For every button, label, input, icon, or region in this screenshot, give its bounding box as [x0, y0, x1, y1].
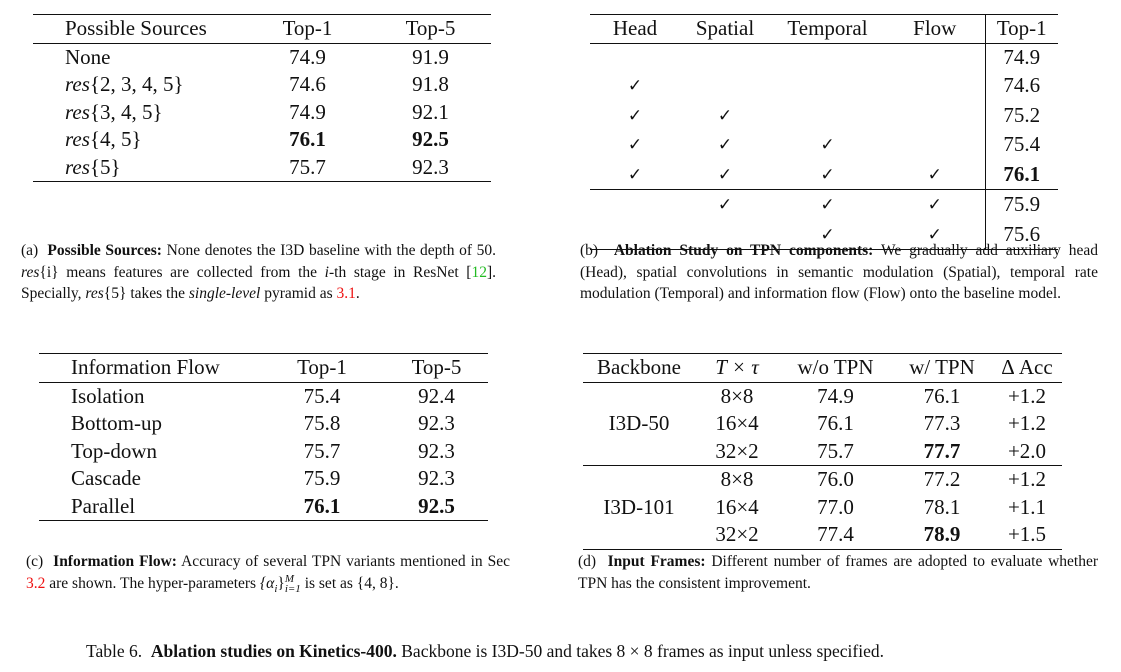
head-check-cell: [590, 101, 680, 131]
table-b-header-head: Head: [612, 16, 658, 40]
with-tpn-cell: 78.9: [923, 522, 961, 546]
caption-c-text: Accuracy of several TPN variants mentioned in Sec: [181, 553, 510, 570]
caption-a: [21, 240, 496, 305]
temporal-check-cell: [770, 43, 885, 71]
checkmark-icon: ✓: [717, 195, 733, 215]
caption-c-math: [259, 572, 301, 595]
res-args: {4, 5}: [89, 127, 142, 151]
temporal-check-cell: [770, 101, 885, 131]
caption-b-text: We gradually add auxiliary head (Head), spatial convolutions in semantic modulation (Spatial), temporal rate modulation (Temporal) and information flow (Flow) onto the baseline model.: [580, 242, 1098, 302]
top5-cell: 92.3: [418, 411, 455, 435]
table-row: [33, 154, 491, 182]
table-b-header-top1: Top-1: [985, 15, 1058, 44]
caption-b-label: (b): [580, 242, 599, 259]
citation-link[interactable]: 12: [471, 263, 487, 281]
spatial-check-cell: [680, 101, 770, 131]
checkmark-icon: ✓: [820, 135, 835, 155]
top5-cell: 92.3: [418, 466, 455, 490]
spatial-check-cell: [680, 130, 770, 160]
top1-cell: 75.4: [303, 383, 341, 408]
checkmark-icon: ✓: [820, 164, 835, 185]
table-c-header-top5: Top-5: [411, 355, 462, 379]
caption-a-text: takes the: [130, 285, 185, 302]
checkmark-icon: ✓: [927, 224, 942, 245]
caption-d-text: Different number of frames are adopted to evaluate whether TPN has the consistent improvement.: [578, 553, 1099, 592]
top1-cell: 74.6: [289, 72, 326, 96]
with-tpn-cell: 78.1: [923, 494, 961, 519]
checkmark-icon: ✓: [627, 76, 643, 96]
top5-cell: 92.3: [418, 438, 455, 463]
top5-cell: 92.3: [412, 154, 449, 179]
frames-cell: 16×4: [715, 411, 759, 435]
temporal-check-cell: [770, 130, 885, 160]
caption-a-text: .: [355, 285, 360, 302]
res-prefix: res: [65, 72, 90, 96]
table-d-header-frames: T × τ: [715, 355, 759, 379]
caption-a-text: -th stage in ResNet [: [328, 263, 472, 281]
table-b-header-temporal: Temporal: [787, 16, 868, 40]
table-row: [39, 382, 488, 410]
table-d-header-backbone: Backbone: [597, 355, 681, 379]
flow-name-cell: Isolation: [71, 383, 145, 408]
main-caption-text: Backbone is I3D-50 and takes 8 × 8 frames as input unless specified.: [401, 641, 884, 661]
caption-d-title: Input Frames:: [607, 553, 706, 570]
caption-c: [26, 551, 510, 600]
without-tpn-cell: 76.0: [817, 467, 854, 491]
caption-d-label: (d): [578, 553, 597, 570]
flow-check-cell: [885, 101, 985, 131]
caption-c-text: are shown. The hyper-parameters: [49, 574, 257, 592]
caption-a-text: means features are collected from the: [66, 263, 318, 281]
table-row: [590, 43, 1058, 71]
caption-a-text: None denotes the I3D baseline with the depth of 50.: [166, 242, 496, 259]
flow-check-cell: [885, 71, 985, 101]
top5-cell: 92.5: [418, 493, 455, 518]
table-a-possible-sources: [33, 14, 491, 182]
caption-d: [578, 551, 1098, 594]
math-sup: M: [284, 572, 294, 585]
top1-cell: 76.1: [303, 493, 341, 518]
table-b-ablation: [590, 14, 1058, 250]
flow-check-cell: [885, 190, 985, 220]
main-caption-label: Table 6.: [86, 641, 143, 661]
top5-cell: 91.9: [412, 44, 449, 69]
table-row: [583, 466, 1062, 494]
table-row: [39, 410, 488, 438]
caption-a-text: ]. Specially,: [21, 263, 497, 302]
res-args: {3, 4, 5}: [89, 99, 163, 124]
spatial-check-cell: [680, 190, 770, 220]
checkmark-icon: ✓: [717, 164, 733, 185]
top1-cell: 76.1: [985, 160, 1058, 190]
table-row: [33, 99, 491, 127]
top1-cell: 75.4: [985, 130, 1058, 160]
top1-cell: 75.8: [303, 411, 341, 435]
math-close: }: [277, 574, 285, 592]
table-d-header-without-tpn: w/o TPN: [797, 355, 874, 379]
frames-cell: 8×8: [720, 383, 754, 408]
res-args: {2, 3, 4, 5}: [89, 72, 184, 96]
caption-b: [580, 240, 1098, 305]
table-row: [590, 71, 1058, 101]
res-prefix: res: [65, 154, 90, 179]
table-row: [590, 101, 1058, 131]
res-args: {5}: [89, 154, 121, 179]
section-link[interactable]: 3.1: [336, 285, 356, 302]
table-b-header-flow: Flow: [913, 16, 957, 40]
top1-cell: 75.9: [303, 466, 341, 490]
table-c-header-top1: Top-1: [297, 355, 347, 379]
spatial-check-cell: [680, 160, 770, 190]
temporal-check-cell: [770, 71, 885, 101]
temporal-check-cell: [770, 190, 885, 220]
source-cell: [33, 99, 245, 127]
with-tpn-cell: 76.1: [923, 383, 961, 408]
source-cell: [33, 71, 245, 99]
without-tpn-cell: 77.0: [817, 494, 854, 519]
table-c-container: [39, 353, 488, 521]
checkmark-icon: ✓: [627, 135, 643, 155]
without-tpn-cell: 76.1: [817, 411, 854, 435]
caption-a-math: {i}: [39, 263, 59, 281]
section-link[interactable]: 3.2: [26, 574, 46, 592]
delta-cell: +2.0: [992, 438, 1062, 466]
table-d-header-delta-acc: Δ Acc: [1001, 355, 1053, 379]
backbone-cell: I3D-50: [608, 411, 670, 435]
table-row: [33, 71, 491, 99]
head-check-cell: [590, 160, 680, 190]
caption-a-label: (a): [21, 242, 39, 259]
top5-cell: 91.8: [412, 72, 449, 96]
caption-a-title: Possible Sources:: [47, 242, 162, 259]
table-b-header-spatial: Spatial: [695, 16, 755, 40]
checkmark-icon: ✓: [627, 164, 643, 185]
table-row: [39, 438, 488, 466]
delta-cell: +1.1: [1007, 494, 1047, 519]
flow-check-cell: [885, 160, 985, 190]
top1-cell: 74.6: [985, 71, 1058, 101]
frames-cell: 16×4: [715, 494, 759, 519]
top1-cell: 75.2: [985, 101, 1058, 131]
checkmark-icon: ✓: [717, 105, 733, 126]
checkmark-icon: ✓: [927, 164, 942, 185]
flow-name-cell: Parallel: [71, 493, 136, 518]
spatial-check-cell: [680, 71, 770, 101]
caption-a-math: {5}: [103, 285, 127, 302]
table-b-container: [590, 14, 1058, 250]
table-c-information-flow: [39, 353, 488, 521]
top5-cell: 92.4: [418, 383, 455, 408]
caption-a-math: res: [21, 263, 40, 281]
without-tpn-cell: 75.7: [779, 438, 892, 466]
source-cell: [33, 126, 245, 154]
table-row-best: [590, 160, 1058, 190]
flow-name-cell: Cascade: [71, 466, 141, 490]
frames-cell: 32×2: [715, 522, 759, 546]
math-sub-range: i=1: [284, 582, 301, 595]
delta-cell: +1.2: [1007, 383, 1047, 408]
with-tpn-cell: 77.2: [923, 467, 961, 491]
table-c-header-flow: Information Flow: [71, 355, 220, 379]
top1-cell: 75.7: [303, 438, 341, 463]
table-row-best: [39, 493, 488, 521]
res-prefix: res: [65, 99, 90, 124]
math-alpha: {α: [259, 574, 275, 592]
checkmark-icon: ✓: [717, 135, 733, 155]
table-d-input-frames: [583, 353, 1062, 550]
head-check-cell: [590, 71, 680, 101]
top1-cell: 74.9: [289, 99, 326, 124]
table-row-best: [33, 126, 491, 154]
caption-c-text: is set as {4, 8}.: [304, 574, 399, 592]
table-d-container: [583, 353, 1062, 550]
delta-cell: +1.5: [1007, 522, 1047, 546]
checkmark-icon: ✓: [820, 224, 835, 245]
top1-cell: 75.9: [985, 190, 1058, 220]
checkmark-icon: ✓: [627, 105, 643, 126]
caption-c-title: Information Flow:: [53, 553, 177, 570]
temporal-check-cell: [770, 160, 885, 190]
without-tpn-cell: 77.4: [817, 522, 854, 546]
flow-name-cell: Bottom-up: [71, 411, 163, 435]
flow-check-cell: [885, 130, 985, 160]
top1-cell: 75.6: [985, 220, 1058, 250]
checkmark-icon: ✓: [927, 195, 942, 215]
with-tpn-cell: 77.7: [892, 438, 992, 466]
table-row: [583, 382, 1062, 410]
source-cell: None: [65, 44, 111, 69]
frames-cell: 8×8: [720, 467, 754, 491]
head-check-cell: [590, 190, 680, 220]
caption-a-math: res: [85, 285, 104, 302]
top1-cell: 74.9: [289, 44, 326, 69]
top1-cell: 76.1: [289, 127, 326, 151]
source-cell: [33, 154, 245, 182]
head-check-cell: [590, 43, 680, 71]
head-check-cell: [590, 130, 680, 160]
top5-cell: 92.1: [412, 99, 449, 124]
without-tpn-cell: 74.9: [817, 383, 854, 408]
math-sub: i: [274, 582, 278, 595]
flow-name-cell: Top-down: [71, 438, 158, 463]
table-row: [590, 190, 1058, 220]
checkmark-icon: ✓: [820, 195, 835, 215]
table-a-header-top1: Top-1: [282, 16, 333, 40]
top5-cell: 92.5: [412, 127, 449, 151]
delta-cell: +1.2: [1007, 411, 1047, 435]
table-a-header-top5: Top-5: [405, 16, 456, 40]
caption-a-math: i: [324, 263, 329, 281]
spatial-check-cell: [680, 43, 770, 71]
flow-check-cell: [885, 43, 985, 71]
table-row: [39, 465, 488, 493]
table-row: [590, 130, 1058, 160]
table-a-container: [33, 14, 491, 182]
table-d-header-with-tpn: w/ TPN: [909, 355, 975, 379]
main-caption: [86, 640, 1046, 662]
caption-a-text: pyramid as: [264, 285, 333, 302]
main-caption-title: Ablation studies on Kinetics-400.: [150, 641, 397, 661]
caption-c-label: (c): [26, 553, 44, 570]
backbone-cell: I3D-101: [583, 466, 695, 550]
top1-cell: 74.9: [985, 43, 1058, 71]
caption-b-title: Ablation Study on TPN components:: [613, 242, 874, 259]
table-row: [33, 43, 491, 71]
table-a-header-source: Possible Sources: [65, 16, 207, 40]
res-prefix: res: [65, 127, 90, 151]
delta-cell: +1.2: [1007, 467, 1047, 491]
caption-a-emph: single-level: [188, 285, 261, 302]
with-tpn-cell: 77.3: [923, 411, 961, 435]
top1-cell: 75.7: [289, 154, 326, 179]
frames-cell: 32×2: [695, 438, 779, 466]
